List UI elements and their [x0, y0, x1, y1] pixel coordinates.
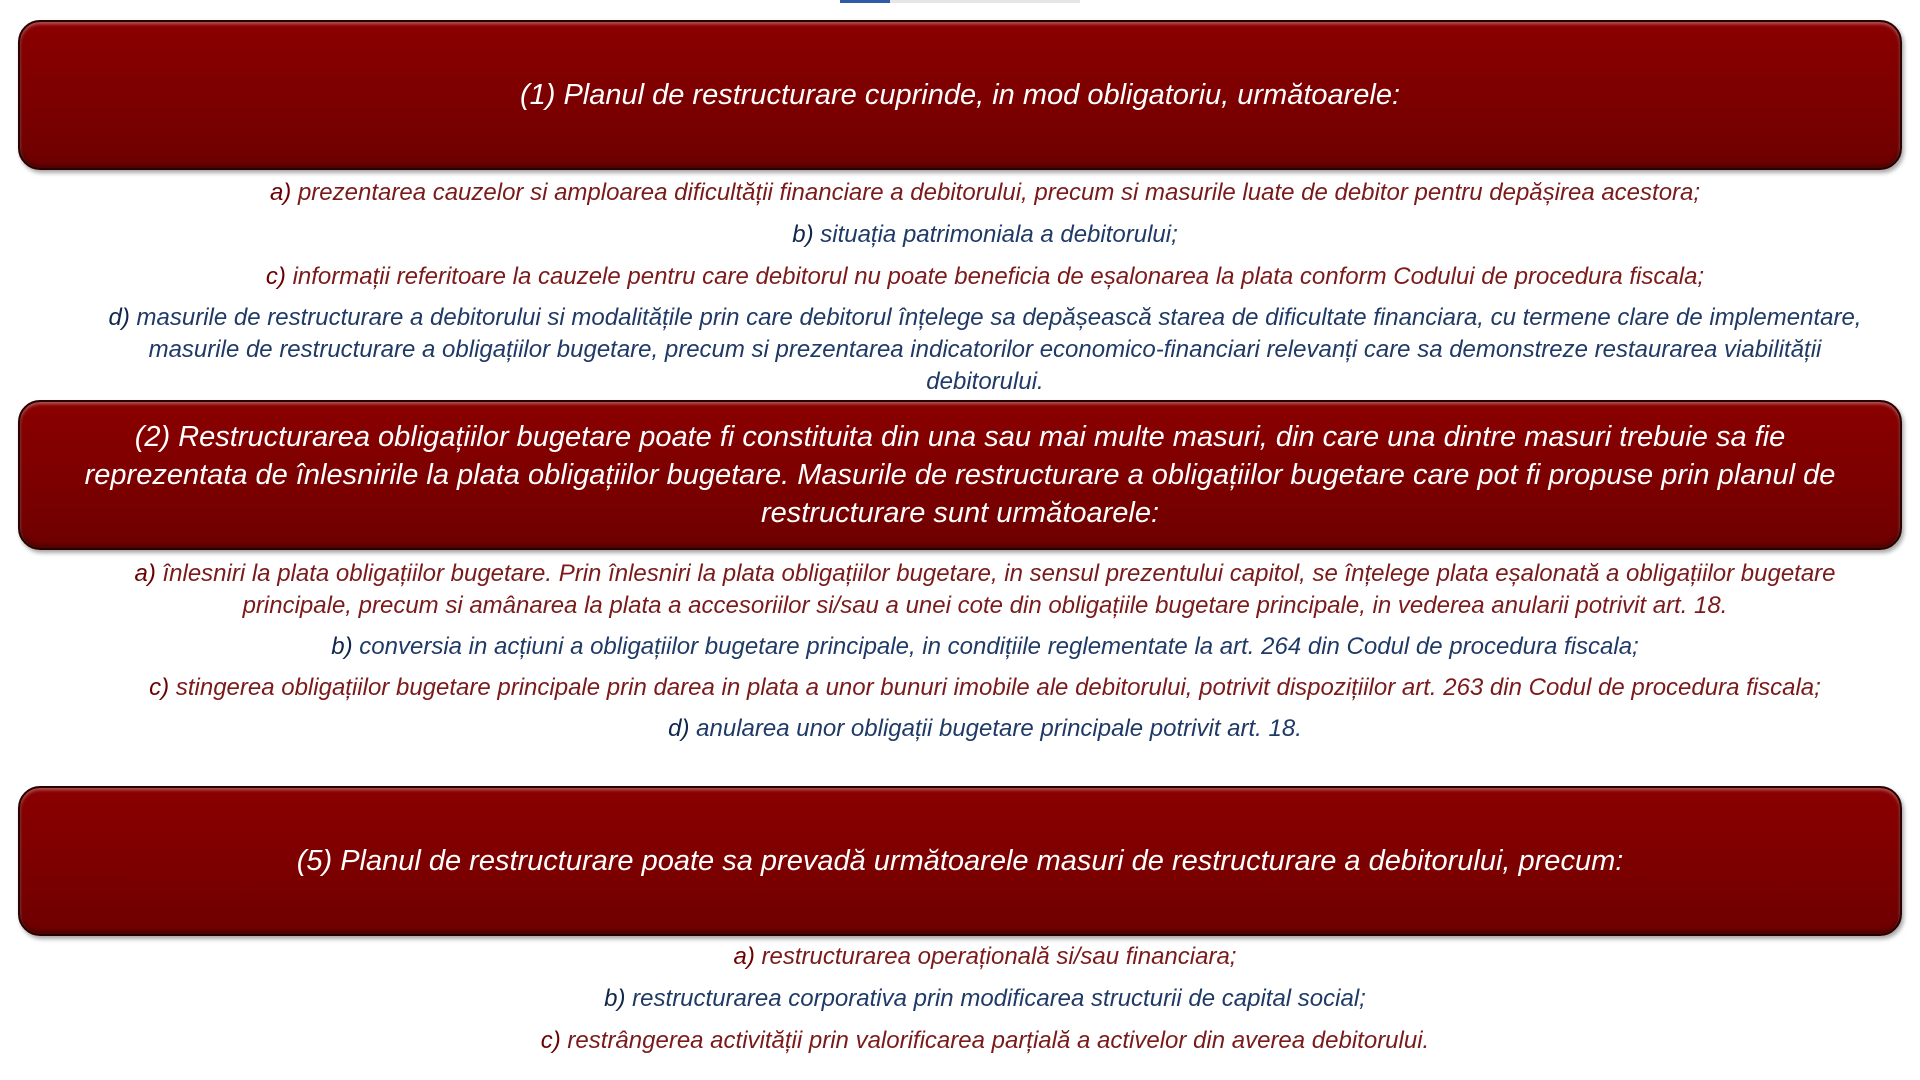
- item-text: înlesniri la plata obligațiilor bugetare. Prin înlesniri la plata obligațiilor bugetare, in sensul prezentului capitol, se înțelege plata eșalonată a obligațiilor bugetare principale, precum si amânarea la plata a accesoriilor si/sau a unei cote din obligațiile bugetare principale, in vederea anularii potrivit art. 18.: [155, 560, 1836, 619]
- section-2-list: [100, 558, 1870, 754]
- item-letter: d): [668, 715, 690, 742]
- list-item: [100, 1024, 1870, 1058]
- item-text: anularea unor obligații bugetare principale potrivit art. 18.: [689, 715, 1302, 742]
- section-2-heading: (2) Restructurarea obligațiilor bugetare poate fi constituita din una sau mai multe masuri, din care una dintre masuri trebuie sa fie reprezentata de înlesnirile la plata obligațiilor bugetare. Masurile de restructurare a obligațiilor bugetare care pot fi propuse prin planul de restructurare sunt următoarele:: [84, 421, 1836, 529]
- item-text: conversia in acțiuni a obligațiilor bugetare principale, in condițiile reglementate la art. 264 din Codul de procedura fiscala;: [352, 633, 1639, 660]
- section-1-heading-banner: [18, 20, 1902, 170]
- item-text: restructurarea corporativa prin modificarea structurii de capital social;: [625, 985, 1366, 1012]
- item-text: masurile de restructurare a debitorului si modalitățile prin care debitorul înțelege sa depășească starea de dificultate financiara, cu termene clare de implementare, masurile de restructurare a obligațiilor bugetare, precum si prezentarea indicatorilor economico-financiari relevanți care sa demonstreze restaurarea viabilității debitorului.: [129, 304, 1862, 395]
- section-2-heading-banner: [18, 400, 1902, 550]
- list-item: [100, 982, 1870, 1016]
- item-letter: c): [265, 263, 286, 290]
- item-text: restrângerea activității prin valorificarea parțială a activelor din averea debitorului.: [560, 1027, 1430, 1054]
- list-item: [100, 302, 1870, 398]
- top-slide-indicator-accent: [840, 0, 890, 3]
- item-letter: b): [604, 985, 626, 1012]
- item-letter: a): [134, 560, 156, 587]
- item-letter: b): [331, 633, 353, 660]
- list-item: [100, 940, 1870, 974]
- section-3-heading-banner: [18, 786, 1902, 936]
- list-item: [100, 558, 1870, 622]
- item-text: restructurarea operațională si/sau financiara;: [754, 943, 1237, 970]
- item-letter: b): [792, 221, 814, 248]
- item-letter: a): [269, 179, 292, 206]
- item-letter: c): [540, 1027, 561, 1054]
- list-item: [100, 176, 1870, 210]
- top-slide-indicator: [840, 0, 1080, 3]
- list-item: [100, 712, 1870, 746]
- list-item: [100, 630, 1870, 664]
- item-letter: a): [733, 943, 755, 970]
- item-text: informații referitoare la cauzele pentru care debitorul nu poate beneficia de eșalonarea la plata conform Codului de procedura fiscala;: [285, 263, 1705, 290]
- section-3-list: [100, 940, 1870, 1066]
- list-item: [100, 218, 1870, 252]
- item-text: prezentarea cauzelor si amploarea dificultății financiare a debitorului, precum si masurile luate de debitor pentru depășirea acestora;: [291, 179, 1701, 206]
- list-item: [100, 672, 1870, 704]
- item-text: stingerea obligațiilor bugetare principale prin darea in plata a unor bunuri imobile ale debitorului, potrivit dispozițiilor art. 263 din Codul de procedura fiscala;: [169, 674, 1821, 701]
- section-1-heading: (1) Planul de restructurare cuprinde, in mod obligatoriu, următoarele:: [519, 79, 1401, 111]
- list-item: [100, 260, 1870, 294]
- item-letter: d): [108, 304, 130, 331]
- item-letter: c): [149, 674, 170, 701]
- section-1-list: [100, 176, 1870, 406]
- item-text: situația patrimoniala a debitorului;: [813, 221, 1178, 248]
- section-3-heading: (5) Planul de restructurare poate sa prevadă următoarele masuri de restructurare a debitorului, precum:: [296, 845, 1624, 877]
